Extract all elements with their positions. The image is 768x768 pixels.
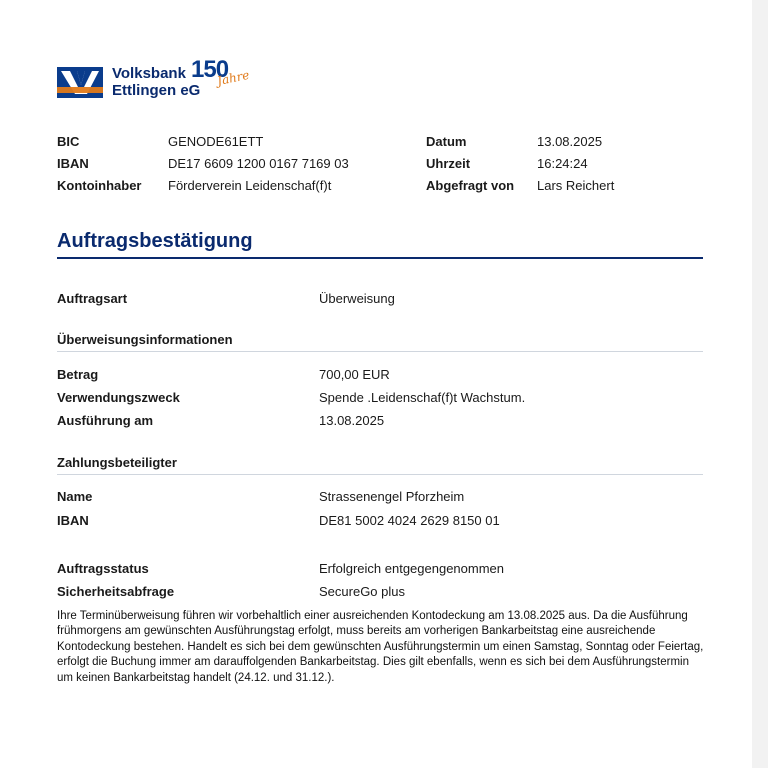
execution-date-value: 13.08.2025	[319, 413, 385, 428]
title-divider	[57, 257, 703, 259]
order-status-label: Auftragsstatus	[57, 561, 149, 576]
party-heading: Zahlungsbeteiligter	[57, 455, 177, 470]
party-name-row	[57, 487, 703, 507]
date-label: Datum	[426, 134, 467, 149]
anniversary-number: 150	[191, 56, 229, 83]
order-status-row	[57, 559, 703, 579]
amount-row	[57, 365, 703, 385]
order-type-row	[57, 289, 703, 309]
bank-logo	[57, 56, 257, 100]
amount-value: 700,00 EUR	[319, 367, 390, 382]
purpose-value: Spende .Leidenschaf(f)t Wachstum.	[319, 390, 526, 405]
order-type-label: Auftragsart	[57, 291, 128, 306]
queried-by-label: Abgefragt von	[426, 178, 515, 193]
bic-label: BIC	[57, 134, 80, 149]
iban-value: DE17 6609 1200 0167 7169 03	[168, 156, 349, 171]
date-value: 13.08.2025	[537, 134, 603, 149]
party-name-label: Name	[57, 489, 93, 504]
execution-date-label: Ausführung am	[57, 413, 154, 428]
time-value: 16:24:24	[537, 156, 588, 171]
section-divider	[57, 474, 703, 475]
bic-value: GENODE61ETT	[168, 134, 264, 149]
iban-label: IBAN	[57, 156, 89, 171]
purpose-label: Verwendungszweck	[57, 390, 180, 405]
party-name-value: Strassenengel Pforzheim	[319, 489, 465, 504]
security-check-row	[57, 582, 703, 602]
security-check-label: Sicherheitsabfrage	[57, 584, 175, 599]
queried-by-value: Lars Reichert	[537, 178, 615, 193]
party-iban-label: IBAN	[57, 513, 89, 528]
execution-date-row	[57, 411, 703, 431]
order-type-value: Überweisung	[319, 291, 395, 306]
transfer-info-heading: Überweisungsinformationen	[57, 332, 233, 347]
anniversary-word: Jahre	[215, 67, 251, 89]
party-iban-value: DE81 5002 4024 2629 8150 01	[319, 513, 500, 528]
time-label: Uhrzeit	[426, 156, 471, 171]
section-divider	[57, 351, 703, 352]
account-details	[57, 131, 407, 197]
account-holder-label: Kontoinhaber	[57, 178, 142, 193]
account-holder-value: Förderverein Leidenschaf(f)t	[168, 178, 332, 193]
bank-name	[112, 65, 200, 99]
query-details	[426, 131, 716, 197]
party-iban-row	[57, 511, 703, 531]
bank-name-line2: Ettlingen eG	[112, 82, 201, 99]
security-check-value: SecureGo plus	[319, 584, 405, 599]
bank-name-line1: Volksbank	[112, 65, 186, 82]
execution-notice: Ihre Terminüberweisung führen wir vorbehaltlich einer ausreichenden Kontodeckung am 13.08.2025 aus. Da die Ausführung frühmorgens am gewünschten Ausführungstag erfolgt, muss bereits am vorherigen Bankarbeitstag eine ausreichende Kontodeckung bestehen. Handelt es sich bei dem gewünschten Ausführungstermin um einen Samstag, Sonntag oder Feiertag, erfolgt die Buchung immer am darauffolgenden Bankarbeitstag. Dies gilt ebenfalls, wenn es sich bei dem Ausführungstermin um keinen Bankarbeitstag handelt (24.12. und 31.12.).	[57, 610, 704, 684]
volksbank-logo-icon	[57, 67, 103, 98]
amount-label: Betrag	[57, 367, 99, 382]
page-title: Auftragsbestätigung	[57, 230, 253, 252]
purpose-row	[57, 388, 703, 408]
order-status-value: Erfolgreich entgegengenommen	[319, 561, 505, 576]
